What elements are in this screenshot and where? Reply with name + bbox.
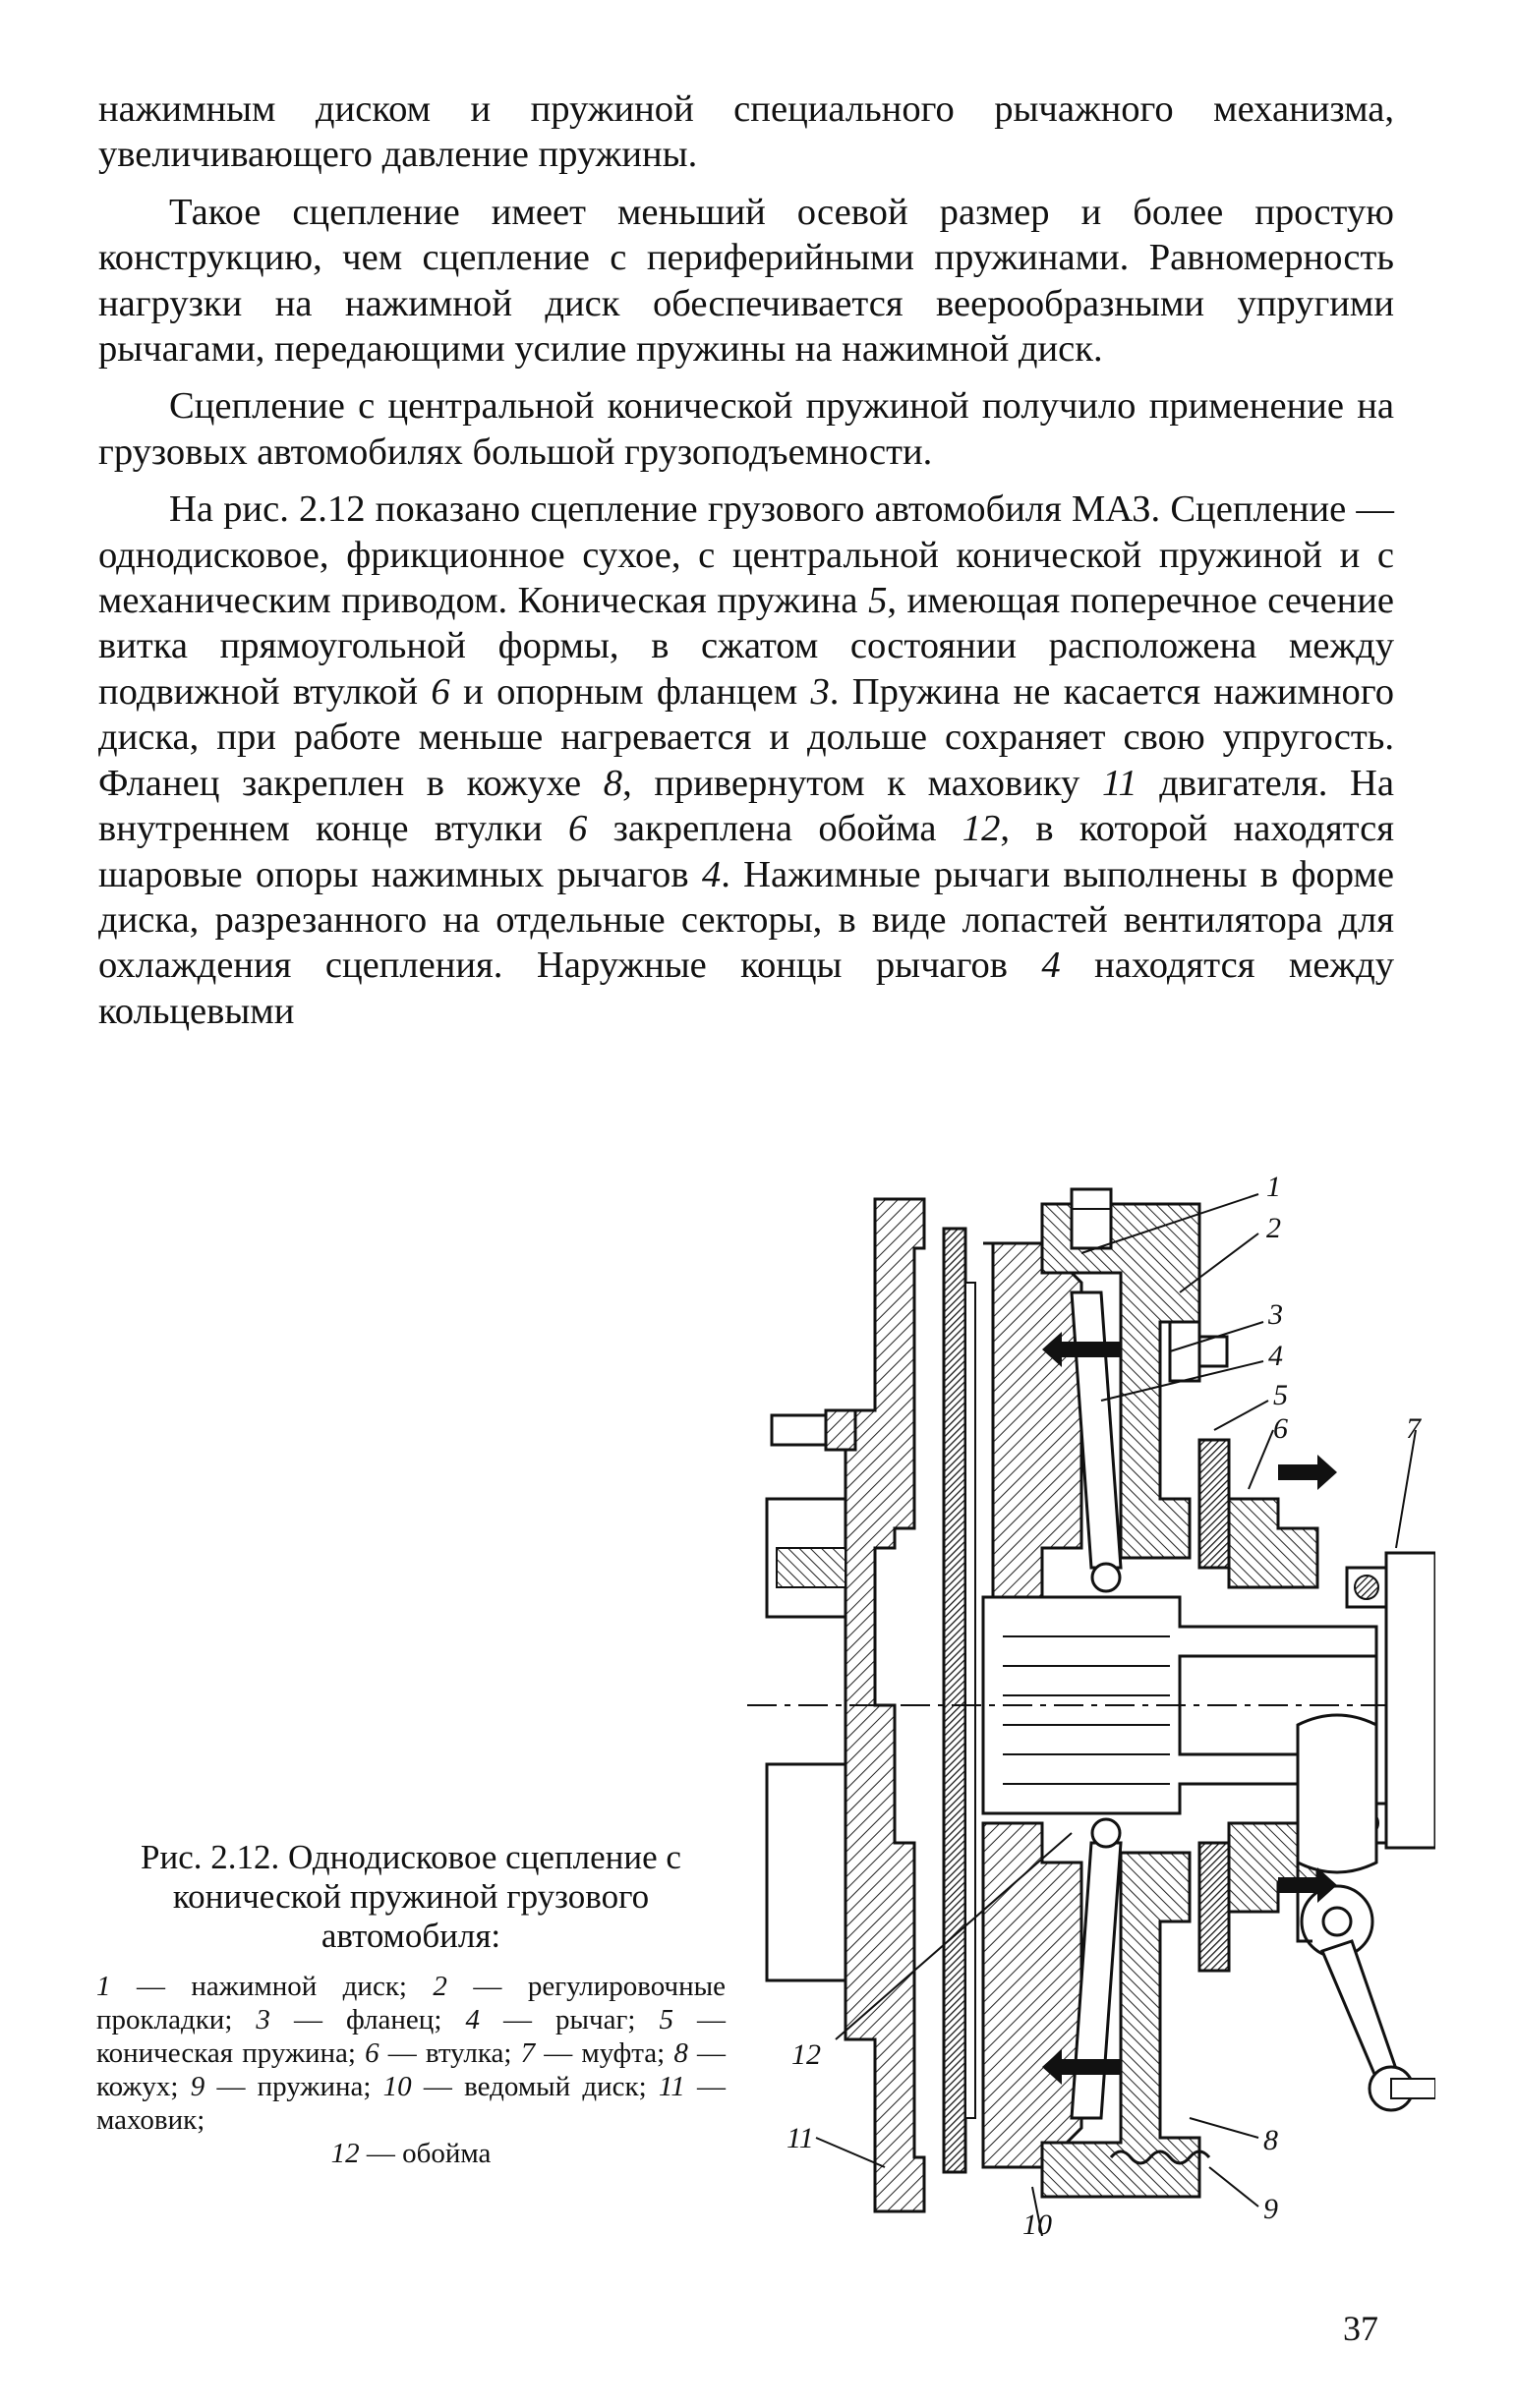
legend-text: — коническая пружина;: [96, 2004, 726, 2069]
part-reference: 5: [868, 580, 888, 622]
release-coupling: [1386, 1553, 1435, 1848]
text-run: , имеющая поперечное сечение витка прямоугольной формы, в сжатом состоянии расположена между подвижной втулкой: [98, 580, 1394, 713]
legend-number: 5: [659, 2004, 673, 2035]
ball-joint: [1092, 1564, 1120, 1591]
figure-caption: [96, 1838, 726, 2170]
legend-text: — ведомый диск;: [411, 2071, 659, 2102]
legend-item-7: [521, 2037, 674, 2069]
legend-number: 3: [256, 2004, 270, 2035]
legend-text: — муфта;: [535, 2037, 674, 2069]
sleeve: [1229, 1499, 1317, 1587]
callout-6: 6: [1273, 1412, 1288, 1445]
legend-number: 9: [190, 2071, 205, 2102]
text-run: . Пружина не касается нажимного диска, при работе меньше нагревается и дольше сохраняет свою упругость. Фланец закреплен в кожухе: [98, 670, 1394, 804]
text-run: На рис. 2.12 показано сцепление грузового автомобиля МАЗ. Сцепление — однодисковое, фрикционное сухое, с центральной конической пружиной и с механическим приводом. Коническая пружина: [98, 488, 1394, 622]
text-run: находятся между кольцевыми: [98, 945, 1395, 1032]
text-run: и опорным фланцем: [449, 670, 811, 713]
driven-disc: [944, 1229, 965, 2172]
legend-text: — регулировочные прокладки;: [96, 1971, 726, 2035]
pressure-disc: [983, 1243, 1081, 1597]
legend-item-4: [465, 2004, 659, 2035]
text-run: , в которой находятся шаровые опоры нажимных рычагов: [98, 808, 1394, 895]
legend-text: — нажимной диск;: [110, 1971, 434, 2002]
legend-text: — кожух;: [96, 2037, 726, 2102]
legend-number: 1: [96, 1971, 111, 2002]
callout-3: 3: [1268, 1298, 1283, 1331]
text-run: Такое сцепление имеет меньший осевой размер и более простую конструкцию, чем сцепление с периферийными пружинами. Равномерность нагрузки на нажимной диск обеспечивается веерообразными упругими рычагами, передающими усилие пружины на нажимной диск.: [98, 191, 1394, 371]
paragraph-3: [98, 383, 1394, 475]
part-reference: 6: [431, 670, 450, 713]
part-reference: 12: [962, 808, 1001, 850]
legend-number: 8: [673, 2037, 688, 2069]
legend-text: — обойма: [359, 2138, 492, 2169]
callout-7: 7: [1406, 1412, 1421, 1445]
legend-text: — фланец;: [269, 2004, 466, 2035]
conical-spring: [1199, 1440, 1229, 1568]
part-reference: 4: [1041, 945, 1061, 987]
legend-number: 11: [658, 2071, 685, 2102]
text-run: Сцепление с центральной конической пружиной получило применение на грузовых автомобилях большой грузоподъемности.: [98, 385, 1394, 473]
clutch-cross-section-figure: [747, 1175, 1435, 2236]
legend-number: 6: [365, 2037, 379, 2069]
legend-item-3: [256, 2004, 465, 2035]
callout-10: 10: [1022, 2208, 1052, 2236]
legend-number: 12: [330, 2138, 360, 2169]
callout-5: 5: [1273, 1379, 1288, 1411]
text-run: закреплена обойма: [587, 808, 962, 850]
legend-item-10: [383, 2071, 659, 2102]
text-run: двигателя. На внутреннем конце втулки: [98, 762, 1394, 850]
paragraph-4: [98, 487, 1394, 1034]
callout-12: 12: [791, 2038, 821, 2071]
callout-1: 1: [1266, 1175, 1281, 1203]
callout-2: 2: [1266, 1212, 1281, 1244]
text-run: . Нажимные рычаги выполнены в форме диска, разрезанного на отдельные секторы, в виде лопастей вентилятора для охлаждения сцепления. Наружные концы рычагов: [98, 853, 1394, 987]
legend-item-1: [96, 1971, 433, 2002]
part-reference: 4: [701, 853, 722, 895]
callout-8: 8: [1263, 2124, 1278, 2156]
legend-item-9: [191, 2071, 383, 2102]
legend-text: — пружина;: [204, 2071, 383, 2102]
legend-number: 2: [433, 1971, 447, 2002]
legend-text: — маховик;: [96, 2071, 727, 2136]
part-reference: 11: [1101, 762, 1137, 804]
legend-text: — рычаг;: [479, 2004, 660, 2035]
legend-item-12: [96, 2137, 726, 2170]
legend-text: — втулка;: [379, 2037, 521, 2069]
callout-4: 4: [1268, 1340, 1283, 1372]
legend-item-6: [365, 2037, 520, 2069]
text-run: нажимным диском и пружиной специального рычажного механизма, увеличивающего давление пружины.: [98, 88, 1394, 176]
paragraph-1: [98, 86, 1394, 178]
caption-title: Рис. 2.12. Однодисковое сцепление с конической пружиной грузового автомобиля:: [141, 1838, 681, 1955]
callout-9: 9: [1263, 2193, 1278, 2225]
text-run: , привернутом к маховику: [622, 762, 1102, 804]
page-number: 37: [1343, 2309, 1378, 2348]
callout-11: 11: [787, 2122, 814, 2154]
legend-number: 4: [465, 2004, 480, 2035]
part-reference: 3: [810, 670, 830, 713]
part-reference: 8: [603, 762, 623, 804]
legend-number: 7: [520, 2037, 536, 2069]
caption-legend: [96, 1970, 726, 2170]
body-text: [98, 86, 1394, 1046]
part-reference: 6: [568, 808, 588, 850]
paragraph-2: [98, 190, 1394, 373]
legend-number: 10: [382, 2071, 412, 2102]
